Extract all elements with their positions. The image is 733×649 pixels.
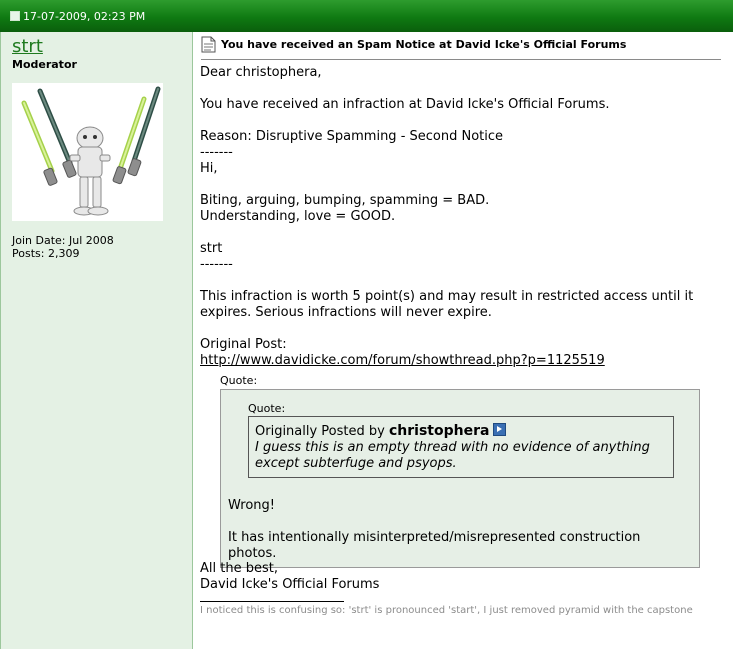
post-message [200,65,725,369]
originally-posted-by: Originally Posted by [255,424,385,439]
closing-line-1: All the best, [200,561,278,576]
separator-line-2: ------- [200,257,233,272]
user-stats [12,234,114,260]
outer-quote-box [220,389,700,568]
post-count: Posts: 2,309 [12,247,80,260]
original-post-label: Original Post: [200,337,287,352]
post-status-icon [10,11,20,21]
reply-line-1: Wrong! [228,498,275,513]
separator-line: ------- [200,145,233,160]
bad-line: Biting, arguing, bumping, spamming = BAD. [200,193,490,208]
good-line: Understanding, love = GOOD. [200,209,396,224]
quote-author: christophera [388,423,490,439]
post-date [10,10,145,23]
view-post-icon[interactable] [493,423,506,436]
reason-line: Reason: Disruptive Spamming - Second Notice [200,129,504,144]
post-title-bar [201,35,721,60]
hi-line: Hi, [200,161,218,176]
inner-quote-text: I guess this is an empty thread with no evidence of anything except subterfuge and psyops. [255,440,650,471]
outer-quote-label: Quote: [220,374,258,387]
quote-reply [228,498,668,562]
lightsaber-robot-avatar-icon [12,83,163,221]
document-icon [201,36,216,53]
avatar[interactable] [12,83,163,221]
greeting-line: Dear christophera, [200,65,322,80]
username-link[interactable]: strt [12,36,43,57]
post-date-text: 17-07-2009, 02:23 PM [23,10,146,23]
signature-text: I noticed this is confusing so: 'strt' is pronounced 'start', I just removed pyramid with the capstone [200,605,693,616]
user-info-panel [0,32,193,649]
post-title: You have received an Spam Notice at David Icke's Official Forums [221,38,627,51]
signer-line: strt [200,241,223,256]
inner-quote-box [248,416,674,478]
closing-line-2: David Icke's Official Forums [200,577,380,592]
post-header-bar [0,0,733,33]
inner-quote-label: Quote: [248,402,286,415]
intro-line: You have received an infraction at David Icke's Official Forums. [200,97,610,112]
user-title: Moderator [12,58,77,71]
points-line: This infraction is worth 5 point(s) and may result in restricted access until it expires. Serious infractions will never expire. [200,289,694,320]
join-date: Join Date: Jul 2008 [12,234,114,247]
original-post-link[interactable]: http://www.davidicke.com/forum/showthread.php?p=1125519 [200,353,605,368]
reply-line-2: It has intentionally misinterpreted/misrepresented construction photos. [228,530,641,561]
